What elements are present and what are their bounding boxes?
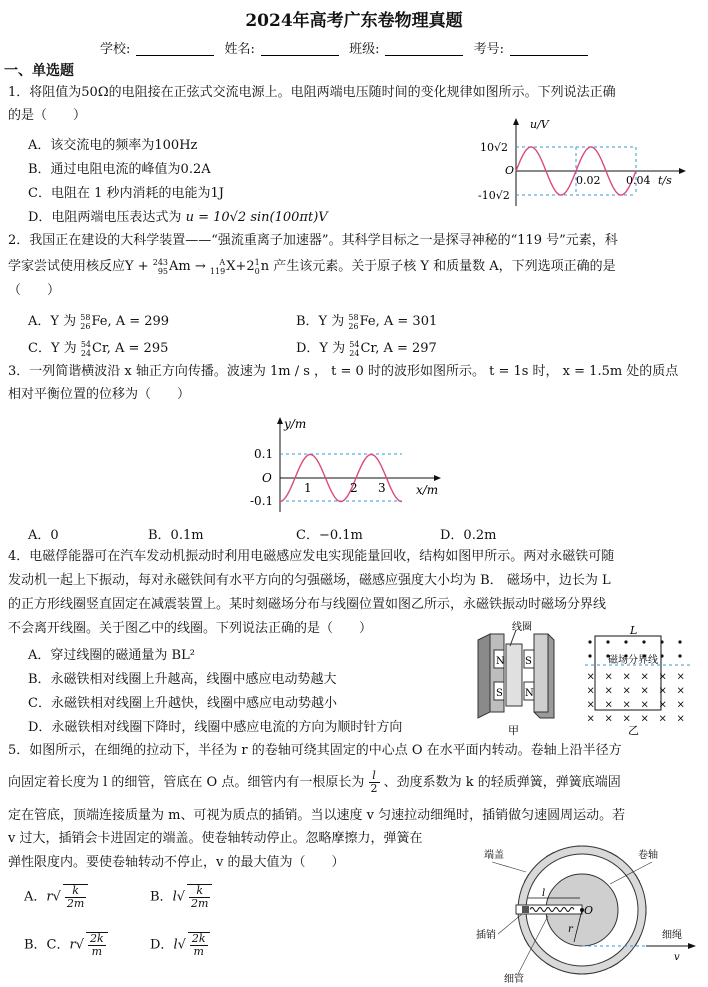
field-cross: × (658, 713, 667, 725)
q4-stem-line1: 4．电磁俘能器可在汽车发动机振动时利用电磁感应发电实现能量回收，结构如图甲所示。两对永磁铁可随 (8, 549, 615, 564)
section-heading: 一、单选题 (4, 63, 74, 79)
q5-option-b[interactable]: B．l√ $\frac{k}{2m}$ (150, 884, 212, 910)
q2-n-nuclide-numbers: 1 0 (254, 257, 260, 276)
field-cross: × (604, 699, 613, 711)
q4-option-d[interactable]: D．永磁铁相对线圈下降时，线圈中感应电流的方向为顺时针方向 (28, 720, 403, 735)
field-cross: × (622, 685, 631, 697)
q3-y-label: y/m (284, 417, 307, 431)
q1-ybot-label: -10√2 (478, 189, 510, 202)
field-cross: × (676, 713, 685, 725)
q3-option-d[interactable]: D．0.2m (440, 528, 497, 543)
q1-option-d-prefix: D．电阻两端电压表达式为 (28, 210, 182, 225)
q2-x-symbol: X+2 (226, 259, 255, 274)
field-dot (678, 640, 681, 643)
q2-stem-line3: （ ） (8, 283, 61, 298)
field-dot (588, 654, 591, 657)
student-info (100, 38, 594, 57)
q1-t2-label: 0.04 (626, 174, 651, 187)
q2-option-a[interactable]: A．Y 为 58 26 Fe, A = 299 (28, 312, 170, 331)
field-cross: × (640, 671, 649, 683)
q5-pin (522, 906, 529, 913)
q3-ytop-label: 0.1 (254, 447, 274, 461)
q3-origin-label: O (262, 471, 272, 485)
q1-option-d-expr: u = 10√2 sin(100πt)V (185, 210, 328, 225)
q5-option-a[interactable]: A．r√ $\frac{k}{2m}$ (24, 884, 88, 910)
field-cross: × (604, 685, 613, 697)
field-cross: × (640, 713, 649, 725)
q1-y-label: u/V (530, 118, 549, 131)
exam-no-label: 考号: (473, 42, 504, 57)
q1-voltage-graph (478, 114, 688, 210)
q1-y-arrow (513, 118, 519, 125)
q5-spool-label: 卷轴 (638, 850, 658, 861)
name-label: 姓名: (224, 42, 255, 57)
q5-tube-label: 细管 (504, 974, 524, 985)
q3-x2-label: 2 (350, 481, 358, 495)
q1-x-arrow (679, 168, 686, 174)
q3-ybot-label: -0.1 (250, 494, 274, 508)
q5-fraction: $\frac{l}{2}$ (370, 769, 378, 795)
q5-pin-label: 插销 (476, 930, 496, 941)
q1-option-c[interactable]: C．电阻在 1 秒内消耗的电能为1J (28, 186, 224, 201)
q5-stem-line1: 5．如图所示，在细绳的拉动下，半径为 r 的卷轴可绕其固定的中心点 O 在水平面内转动。卷轴上沿半径方 (8, 743, 622, 758)
q1-ytop-label: 10√2 (480, 141, 509, 154)
field-cross: × (586, 699, 595, 711)
q3-x-label: x/m (416, 483, 439, 497)
q4-stem-line4: 不会离开线圈。关于图乙中的线圈。下列说法正确的是（ ） (8, 621, 373, 636)
q5-stem-line5: 弹性限度内。要使卷轴转动不停止，v 的最大值为（ ） (8, 855, 345, 870)
q4-figures (470, 620, 702, 740)
q4-coil-label: 线圈 (512, 622, 532, 633)
q1-x-label: t/s (658, 174, 672, 187)
q2-stem-line2 (8, 256, 616, 278)
q1-t1-label: 0.02 (576, 174, 601, 187)
field-dot (588, 640, 591, 643)
field-cross: × (640, 685, 649, 697)
q4-l-label: L (630, 624, 638, 637)
q5-option-d[interactable]: D．l√ $\frac{2k}{m}$ (150, 932, 210, 958)
q5-r-label: r (568, 924, 573, 935)
q1-option-b[interactable]: B．通过电阻电流的峰值为0.2A (28, 162, 211, 177)
q2-stem-line2-end: 产生该元素。关于原子核 Y 和质量数 A，下列选项正确的是 (273, 259, 616, 274)
q4-n-label-2: N (525, 688, 534, 699)
q4-stem-line3: 的正方形线圈竖直固定在减震装置上。某时刻磁场分布与线圈位置如图乙所示，永磁铁振动时磁场分界线 (8, 597, 607, 612)
field-cross: × (622, 671, 631, 683)
q3-option-a[interactable]: A．0 (28, 528, 59, 543)
q4-option-b[interactable]: B．永磁铁相对线圈上升越高，线圈中感应电动势越大 (28, 672, 337, 687)
school-blank[interactable] (136, 41, 214, 56)
q2-option-b[interactable]: B．Y 为 58 26 Fe, A = 301 (296, 312, 438, 331)
q5-stem-line3: 定在管底，顶端连接质量为 m、可视为质点的插销。当以速度 v 匀速拉动细绳时，插销做匀速圆周运动。若 (8, 808, 626, 823)
q3-option-c[interactable]: C．−0.1m (296, 528, 363, 543)
q3-x1-label: 1 (304, 481, 312, 495)
field-dot (660, 640, 663, 643)
class-blank[interactable] (385, 41, 463, 56)
q2-x-nuclide-numbers: A 119 (209, 257, 226, 276)
q4-boundary-label: 磁场分界线 (608, 655, 658, 666)
field-dot (642, 640, 645, 643)
q2-stem-line1: 2．我国正在建设的大科学装置——“强流重离子加速器”。其科学目标之一是探寻神秘的“119 号”元素，科 (8, 233, 618, 248)
field-cross: × (658, 699, 667, 711)
q5-v-label: v (674, 952, 680, 963)
q2-am-symbol: Am → (169, 259, 206, 274)
q4-stem-line2: 发动机一起上下振动，每对永磁铁间有水平方向的匀强磁场，磁感应强度大小均为 B． 磁场中，边长为 L (8, 573, 611, 588)
field-dot (624, 640, 627, 643)
q4-figure-yi (585, 624, 692, 737)
field-cross: × (622, 713, 631, 725)
field-dot (660, 654, 663, 657)
q4-figure-jia (478, 620, 554, 737)
q5-spool-figure (470, 838, 706, 986)
q5-endcap-label: 端盖 (484, 850, 504, 861)
q3-option-b[interactable]: B．0.1m (148, 528, 204, 543)
field-dot (678, 654, 681, 657)
q4-option-a[interactable]: A．穿过线圈的磁通量为 BL² (28, 648, 195, 663)
q4-yi-label: 乙 (628, 724, 639, 737)
q5-option-c[interactable]: B．C．r√ $\frac{2k}{m}$ (24, 932, 108, 958)
q4-jia-label: 甲 (508, 724, 519, 737)
q1-origin-label: O (505, 164, 515, 177)
q3-wave-graph (250, 412, 450, 516)
field-cross: × (604, 671, 613, 683)
q5-stem-line2: 向固定着长度为 l 的细管，管底在 O 点。细管内有一根原长为 $\frac{l}{2}$ 、劲度系数为 k 的轻质弹簧，弹簧底端固 (8, 769, 621, 795)
q1-stem-line2: 的是（ ） (8, 108, 87, 123)
exam-no-blank[interactable] (510, 41, 588, 56)
q3-stem-line1: 3．一列简谐横波沿 x 轴正方向传播。波速为 1m / s ， t = 0 时的波形如图所示。 t = 1s 时， x = 1.5m 处的质点 (8, 364, 679, 379)
q2-option-d[interactable]: D．Y 为 54 24 Cr, A = 297 (296, 339, 437, 358)
field-cross: × (586, 713, 595, 725)
field-dot (606, 640, 609, 643)
field-cross: × (604, 713, 613, 725)
field-cross: × (676, 685, 685, 697)
q2-am-nuclide-numbers: 243 95 (152, 257, 169, 276)
q2-option-c[interactable]: C．Y 为 54 24 Cr, A = 295 (28, 339, 169, 358)
q3-stem-line2: 相对平衡位置的位移为（ ） (8, 387, 191, 402)
q4-s-label-2: S (525, 656, 532, 667)
name-blank[interactable] (261, 41, 339, 56)
q1-option-d[interactable] (28, 206, 328, 225)
q3-x3-label: 3 (378, 481, 386, 495)
field-cross: × (586, 671, 595, 683)
page-title: 2024年高考广东卷物理真题 (245, 11, 463, 31)
field-cross: × (586, 685, 595, 697)
q1-stem-line1: 1．将阻值为50Ω的电阻接在正弦式交流电源上。电阻两端电压随时间的变化规律如图所示。下列说法正确 (8, 85, 616, 100)
q5-stem-line4: v 过大，插销会卡进固定的端盖。使卷轴转动停止。忽略摩擦力，弹簧在 (8, 831, 423, 846)
q1-option-a[interactable]: A．该交流电的频率为100Hz (28, 138, 198, 153)
q2-n-symbol: n (260, 259, 270, 274)
q4-option-c[interactable]: C．永磁铁相对线圈上升越快，线圈中感应电动势越小 (28, 696, 337, 711)
q2-stem-line2-start: 学家尝试使用核反应Y + (8, 259, 149, 274)
school-label: 学校: (100, 42, 131, 57)
field-cross: × (622, 699, 631, 711)
class-label: 班级: (349, 42, 380, 57)
q5-l-label: l (542, 888, 546, 899)
q5-o-label: O (584, 904, 594, 917)
q4-n-label-1: N (496, 656, 505, 667)
q4-s-label-1: S (496, 688, 503, 699)
field-cross: × (676, 671, 685, 683)
field-cross: × (658, 685, 667, 697)
field-cross: × (658, 671, 667, 683)
q4-field-crosses (587, 672, 685, 725)
q5-rope-label: 细绳 (662, 930, 682, 941)
field-cross: × (676, 699, 685, 711)
field-cross: × (640, 699, 649, 711)
